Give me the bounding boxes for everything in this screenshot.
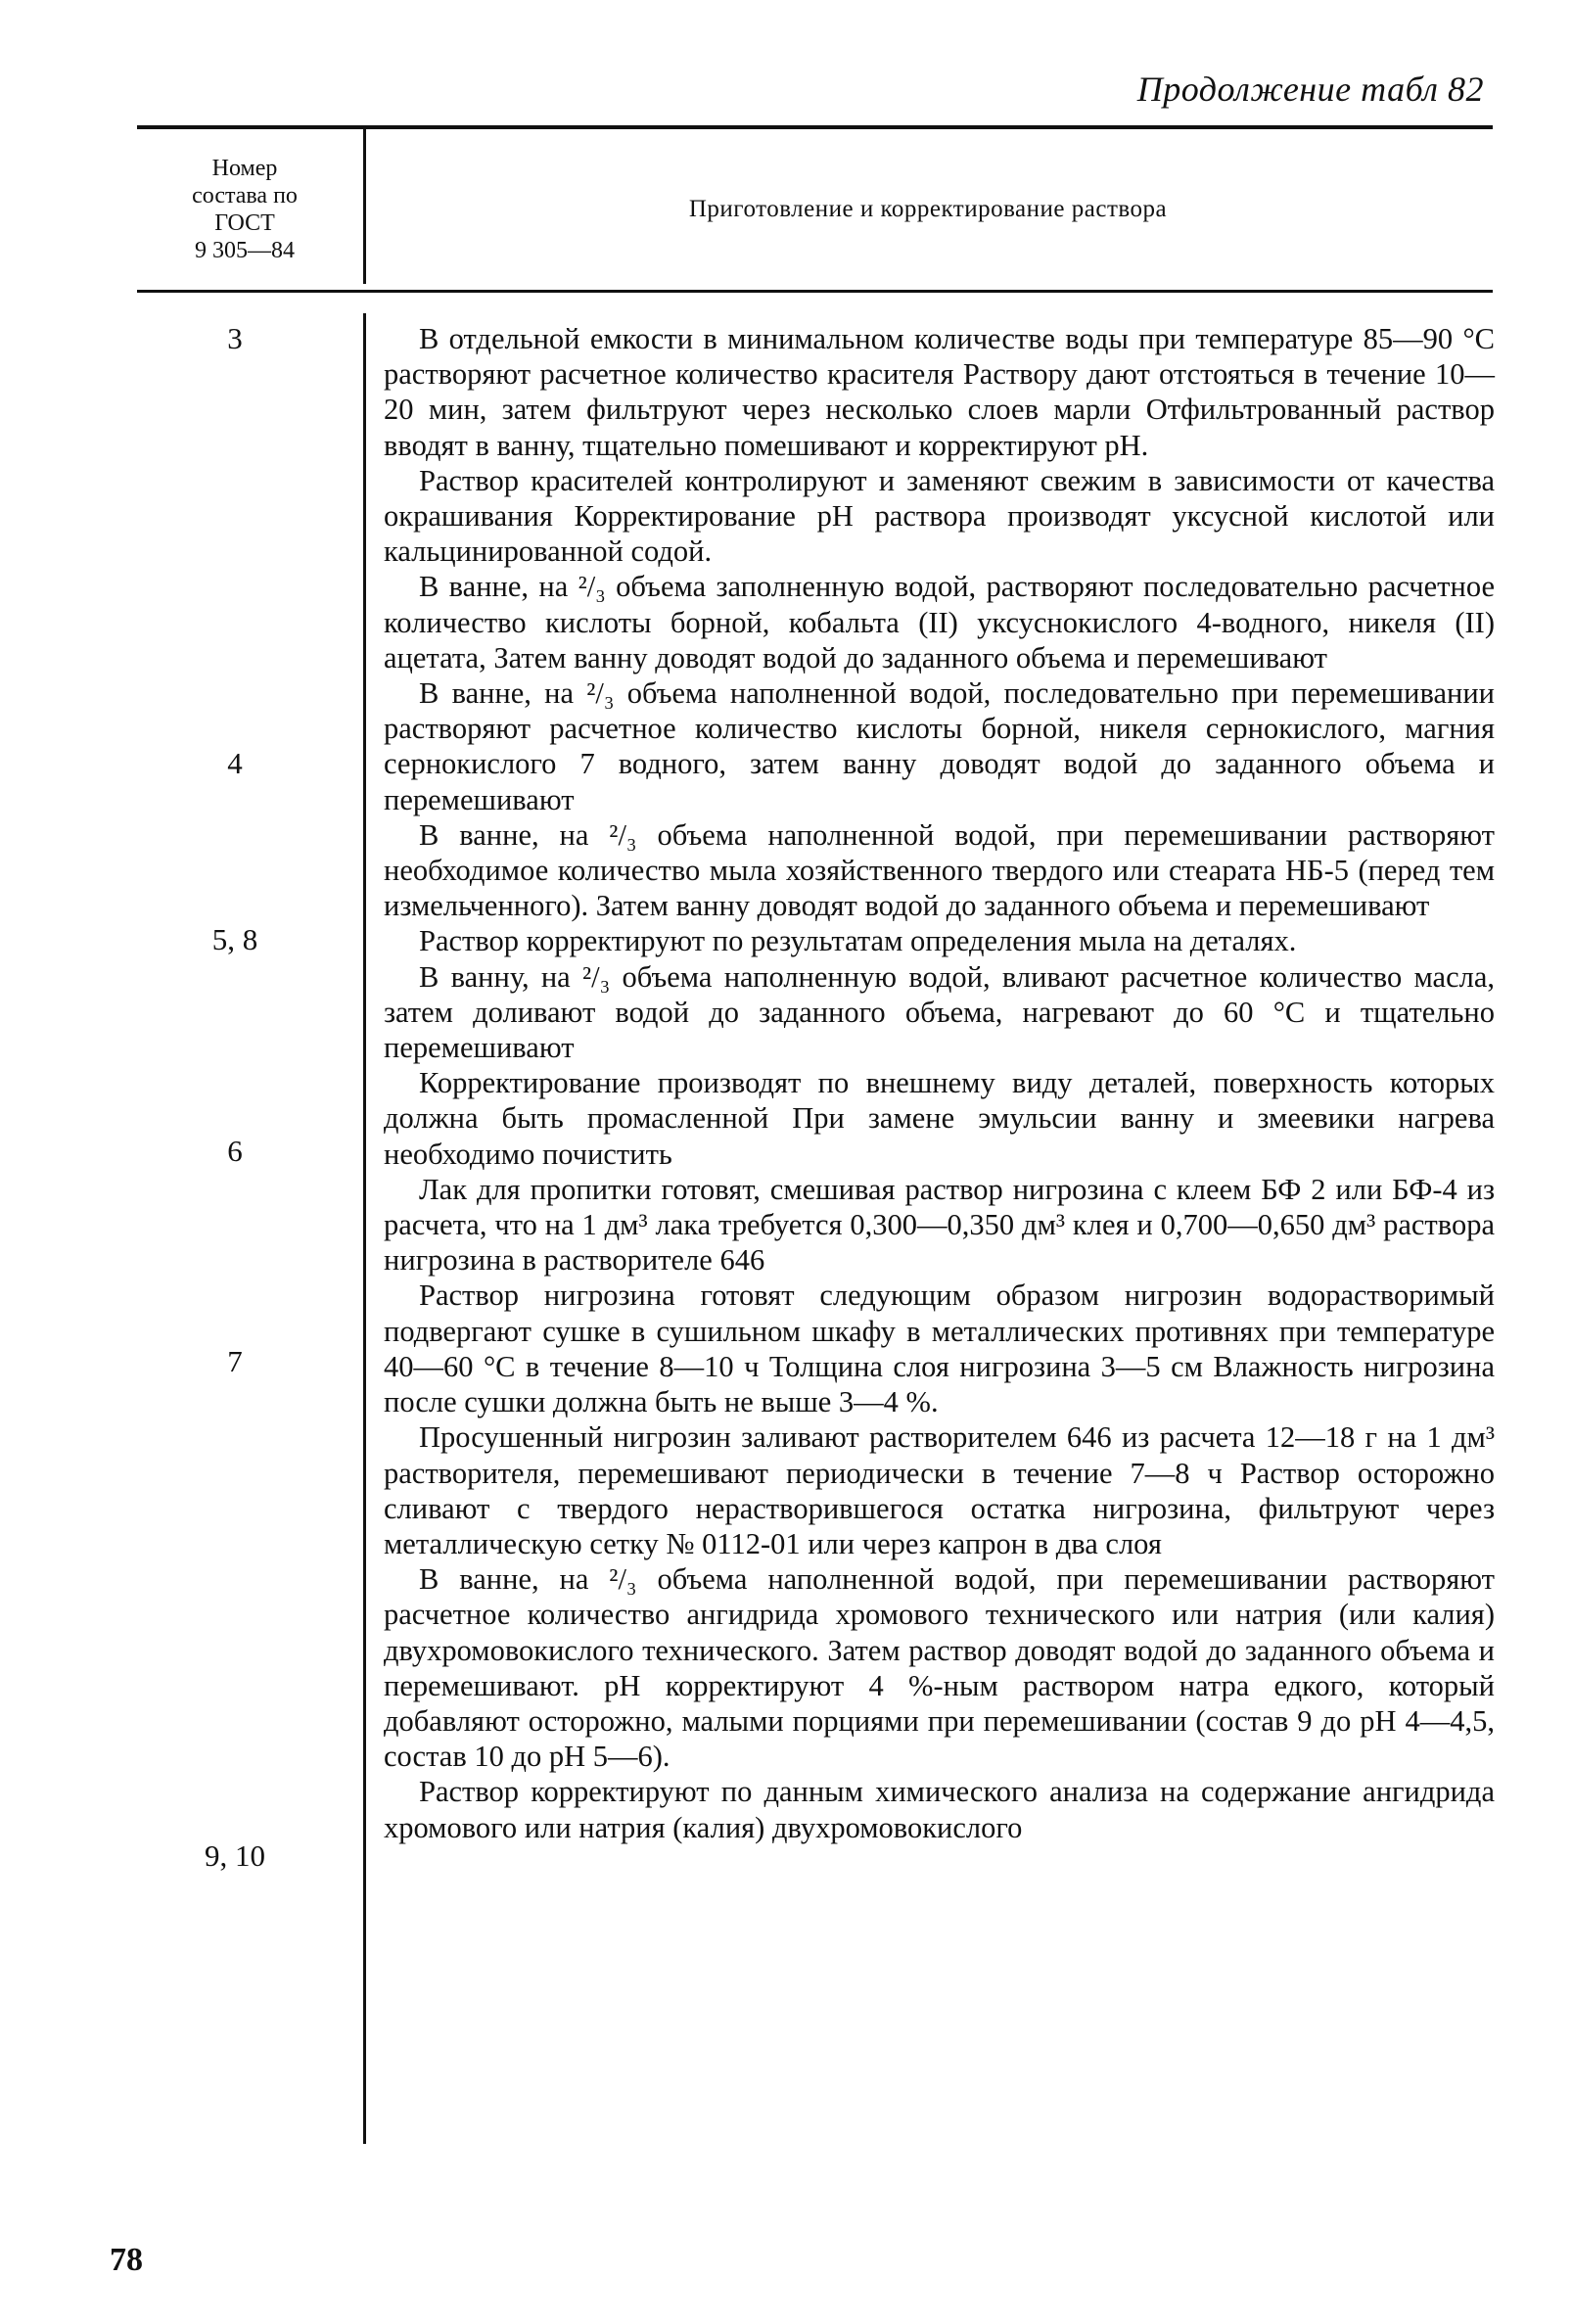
header-col1-line: 9 305—84 <box>195 238 295 263</box>
paragraph: Корректирование производят по внешнему виду деталей, поверхность которых должна быть промасленной При замене эмульсии ванну и змеевики нагрева необходимо почистить <box>384 1066 1495 1171</box>
composition-number: 9, 10 <box>205 1838 265 1873</box>
composition-number: 5, 8 <box>211 922 258 956</box>
header-col1-line: состава по <box>192 183 298 209</box>
header-column-divider <box>363 127 366 284</box>
table-top-rule <box>137 125 1493 129</box>
paragraph: Раствор корректируют по данным химического анализа на содержание ангидрида хромового или натрия (калия) двухромовокислого <box>384 1775 1495 1844</box>
paragraph: В ванне, на ²/₃ объема наполненной водой, при перемешивании растворяют расчетное количество ангидрида хромового технического или натрия (или калия) двухромовокислого технического. Затем раствор доводят водой до заданного объема и перемешивают. pH корректируют 4 %-ным раствором натра едкого, который добавляют осторожно, малыми порциями при перемешивании (состав 9 до pH 4—4,5, состав 10 до pH 5—6). <box>384 1562 1495 1774</box>
paragraph: В ванну, на ²/₃ объема наполненную водой, вливают расчетное количество масла, затем доливают водой до заданного объема, нагревают до 60 °С и тщательно перемешивают <box>384 959 1495 1065</box>
paragraph: В ванне, на ²/₃ объема наполненной водой, последовательно при перемешивании растворяют расчетное количество кислоты борной, никеля сернокислого, магния сернокислого 7 водного, затем ванну доводят водой до заданного объема и перемешивают <box>384 676 1495 816</box>
header-col1-line: Номер <box>211 156 278 181</box>
paragraph: Раствор красителей контролируют и заменяют свежим в зависимости от качества окрашивания Корректирование pH раствора производят уксусной кислотой или кальцинированной содой. <box>384 463 1495 569</box>
composition-number: 6 <box>227 1134 243 1168</box>
page-number: 78 <box>110 2242 143 2278</box>
paragraph: Просушенный нигрозин заливают растворителем 646 из расчета 12—18 г на 1 дм³ растворителя, перемешивают периодически в течение 7—8 ч Раствор осторожно сливают с твердого нерастворившегося остатка нигрозина, фильтруют через металлическую сетку № 0112-01 или через капрон в два слоя <box>384 1420 1495 1560</box>
paragraph: В отдельной емкости в минимальном количестве воды при температуре 85—90 °С растворяют расчетное количество красителя Раствору дают отстояться в течение 10—20 мин, затем фильтруют через несколько слоев марли Отфильтрованный раствор вводят в ванну, тщательно помешивают и корректируют pH. <box>384 322 1495 462</box>
header-col1-line: ГОСТ <box>214 210 275 236</box>
paragraph: Раствор нигрозина готовят следующим образом нигрозин водорастворимый подвергают сушке в сушильном шкафу в металлических противнях при температуре 40—60 °С в течение 8—10 ч Толщина слоя нигрозина 3—5 см Влажность нигрозина после сушки должна быть не выше 3—4 %. <box>384 1278 1495 1419</box>
table-continuation-caption: Продолжение табл 82 <box>1136 70 1484 109</box>
preparation-text-column <box>384 321 1495 1845</box>
composition-number: 7 <box>227 1344 243 1378</box>
composition-number: 3 <box>227 321 243 355</box>
paragraph: Раствор корректируют по результатам определения мыла на деталях. <box>419 924 1297 958</box>
header-bottom-rule <box>137 290 1493 293</box>
body-column-divider <box>363 313 366 2144</box>
header-composition-number <box>137 155 352 264</box>
header-preparation: Приготовление и корректирование раствора <box>688 196 1168 222</box>
composition-number: 4 <box>227 746 243 780</box>
paragraph: В ванне, на ²/₃ объема заполненную водой, растворяют последовательно расчетное количество кислоты борной, кобальта (II) уксуснокислого 4-водного, никеля (II) ацетата, Затем ванну доводят водой до заданного объема и перемешивают <box>384 570 1495 674</box>
paragraph: В ванне, на ²/₃ объема наполненной водой, при перемешивании растворяют необходимое количество мыла хозяйственного твердого или стеарата НБ-5 (перед тем измельченного). Затем ванну доводят водой до заданного объема и перемешивают <box>384 817 1495 923</box>
paragraph: Лак для пропитки готовят, смешивая раствор нигрозина с клеем БФ 2 или БФ-4 из расчета, что на 1 дм³ лака требуется 0,300—0,350 дм³ клея и 0,700—0,650 дм³ раствора нигрозина в растворителе 646 <box>384 1172 1495 1278</box>
